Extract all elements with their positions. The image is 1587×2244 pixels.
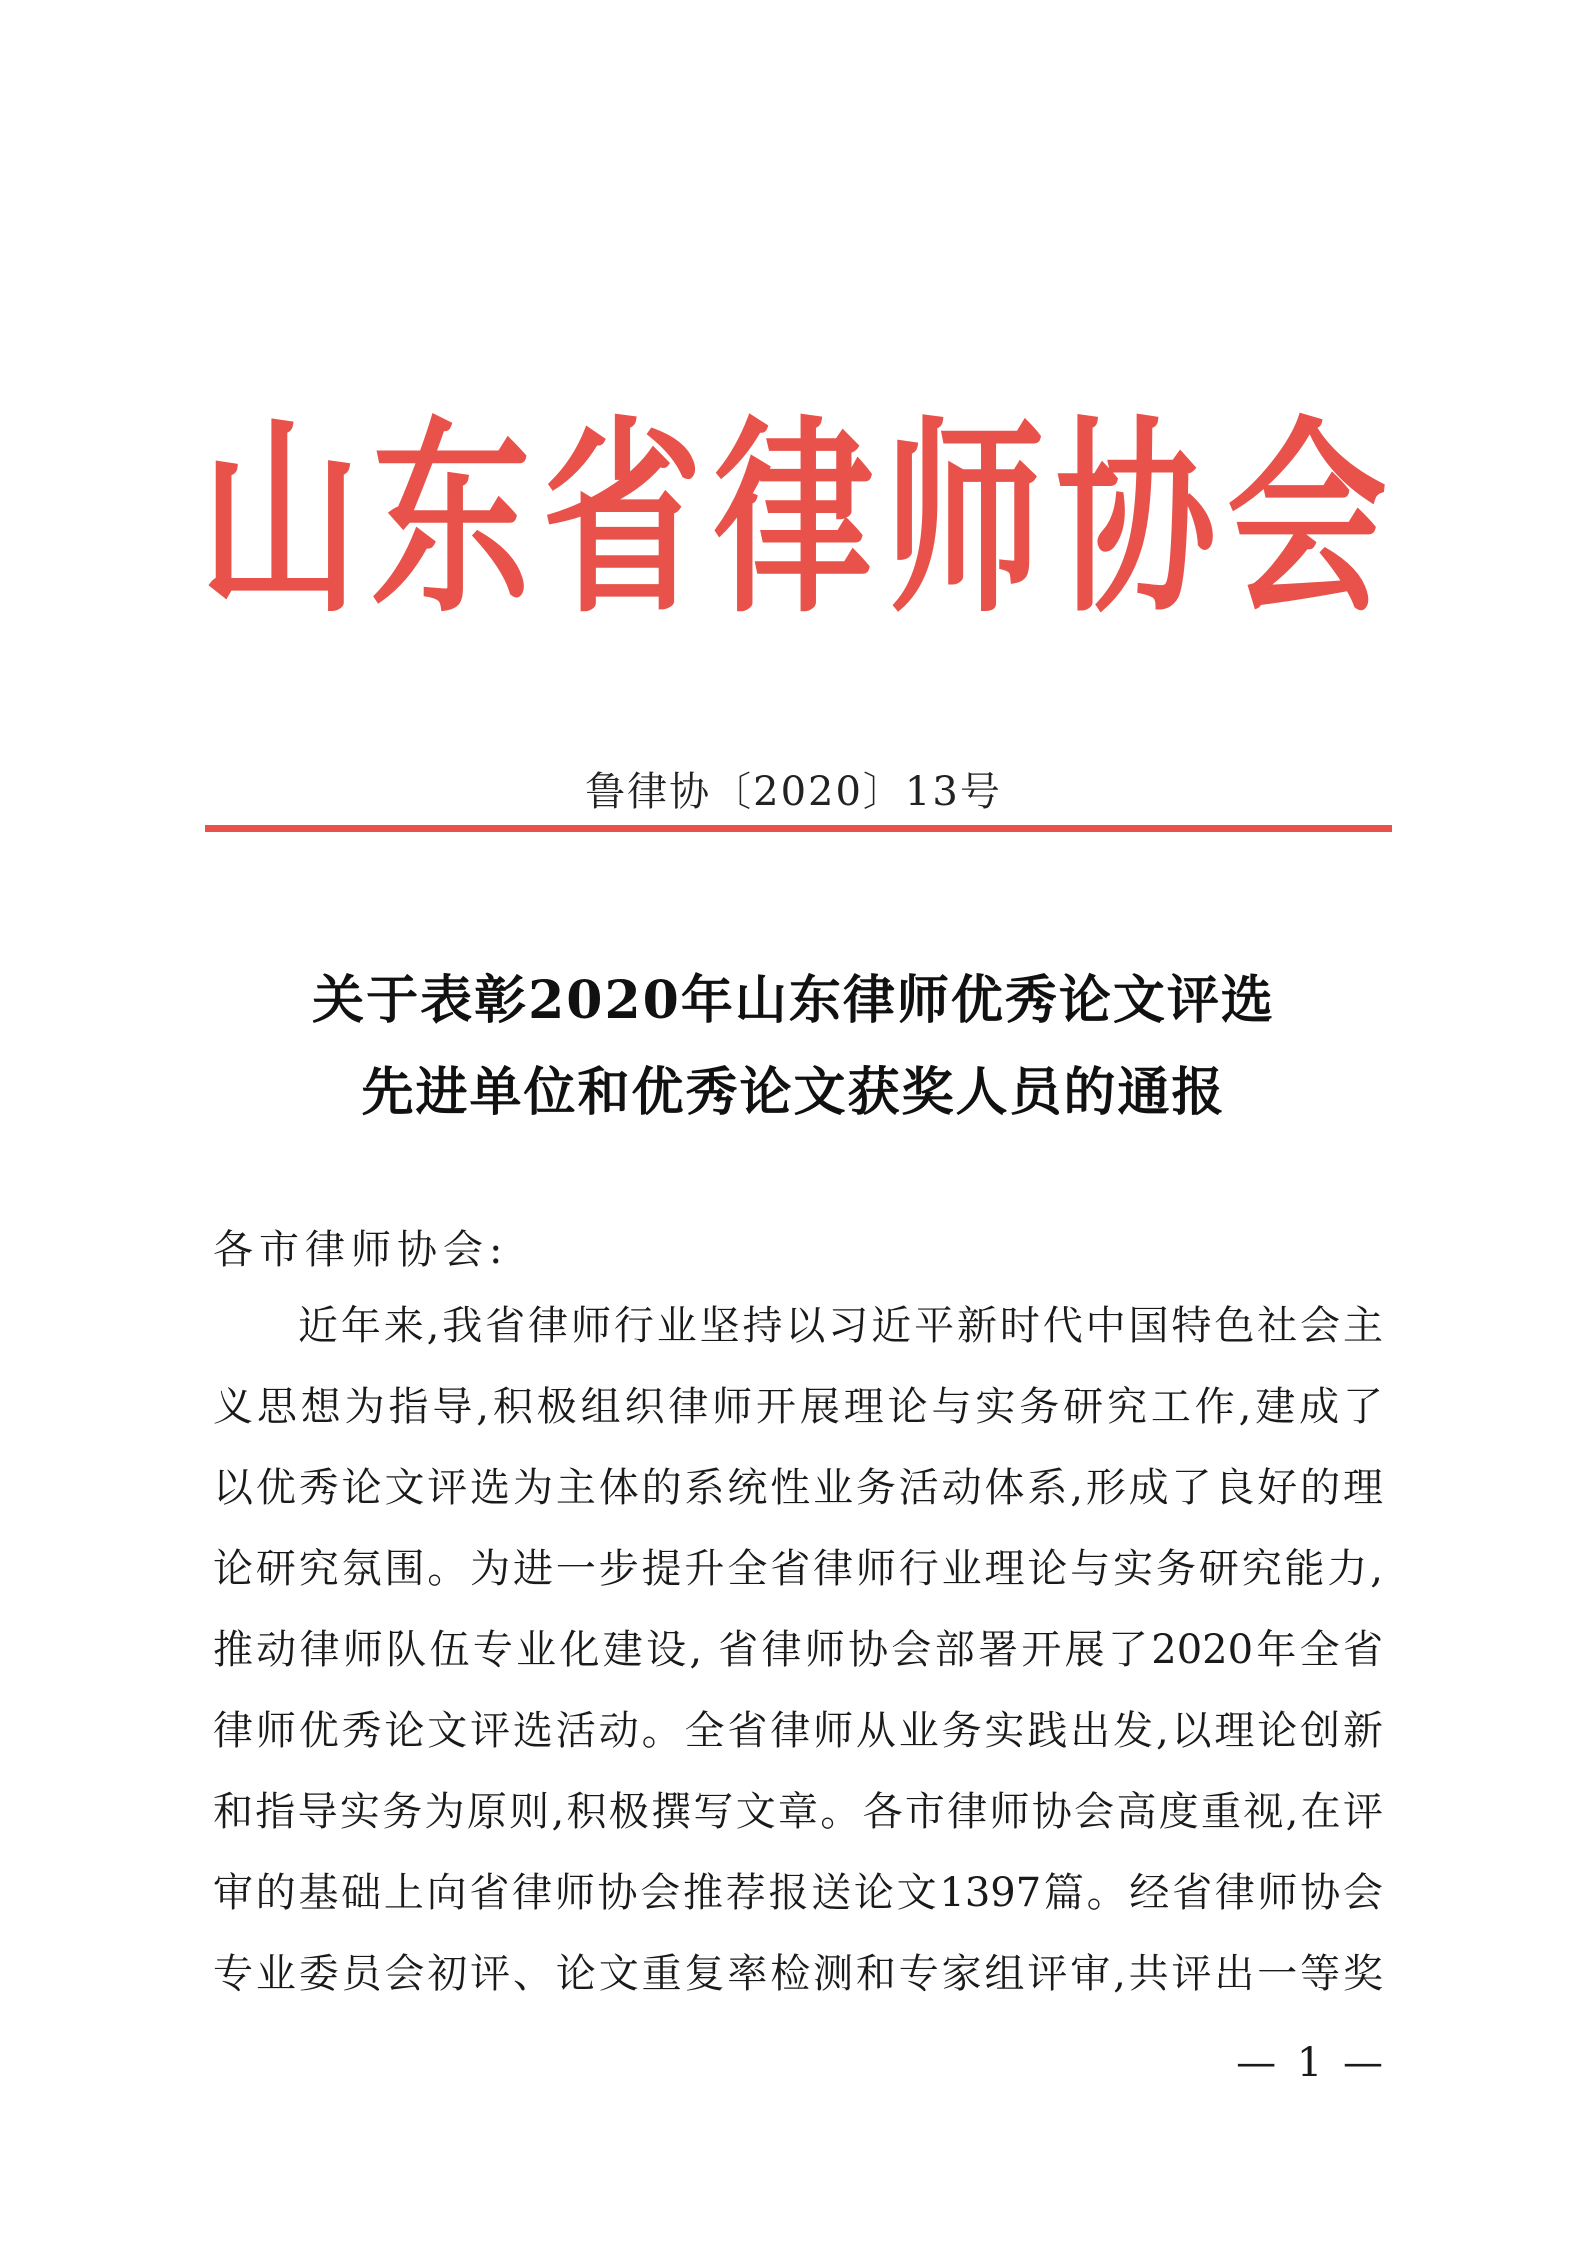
masthead-char: 师 [884, 397, 1045, 641]
masthead-title [200, 397, 1387, 641]
salutation: 各市律师协会: [213, 1227, 509, 1273]
document-number: 鲁律协〔2020〕13号 [585, 769, 1002, 815]
masthead-char: 东 [371, 397, 532, 641]
red-divider [205, 825, 1392, 832]
document-title-line-1: 关于表彰2020年山东律师优秀论文评选 [312, 970, 1275, 1031]
body-line: 推动律师队伍专业化建设, 省律师协会部署开展了2020年全省 [213, 1627, 1383, 1673]
masthead-char: 律 [713, 397, 874, 641]
body-line: 近年来,我省律师行业坚持以习近平新时代中国特色社会主 [298, 1303, 1383, 1349]
masthead-char: 会 [1226, 397, 1387, 641]
body-line: 义思想为指导,积极组织律师开展理论与实务研究工作,建成了 [213, 1384, 1383, 1430]
body-text [213, 1296, 1383, 2025]
masthead-char: 协 [1055, 397, 1216, 641]
masthead-char: 山 [200, 397, 361, 641]
document-title-line-2: 先进单位和优秀论文获奖人员的通报 [361, 1062, 1226, 1123]
body-line: 以优秀论文评选为主体的系统性业务活动体系,形成了良好的理 [213, 1465, 1383, 1511]
body-line: 审的基础上向省律师协会推荐报送论文1397篇。经省律师协会 [213, 1870, 1383, 1916]
body-line: 和指导实务为原则,积极撰写文章。各市律师协会高度重视,在评 [213, 1789, 1383, 1835]
body-line: 专业委员会初评、论文重复率检测和专家组评审,共评出一等奖 [213, 1951, 1383, 1997]
body-line: 论研究氛围。为进一步提升全省律师行业理论与实务研究能力, [213, 1546, 1383, 1592]
page-number: — 1 — [1236, 2040, 1387, 2086]
document-title [0, 955, 1587, 1139]
masthead-char: 省 [542, 397, 703, 641]
body-line: 律师优秀论文评选活动。全省律师从业务实践出发,以理论创新 [213, 1708, 1383, 1754]
